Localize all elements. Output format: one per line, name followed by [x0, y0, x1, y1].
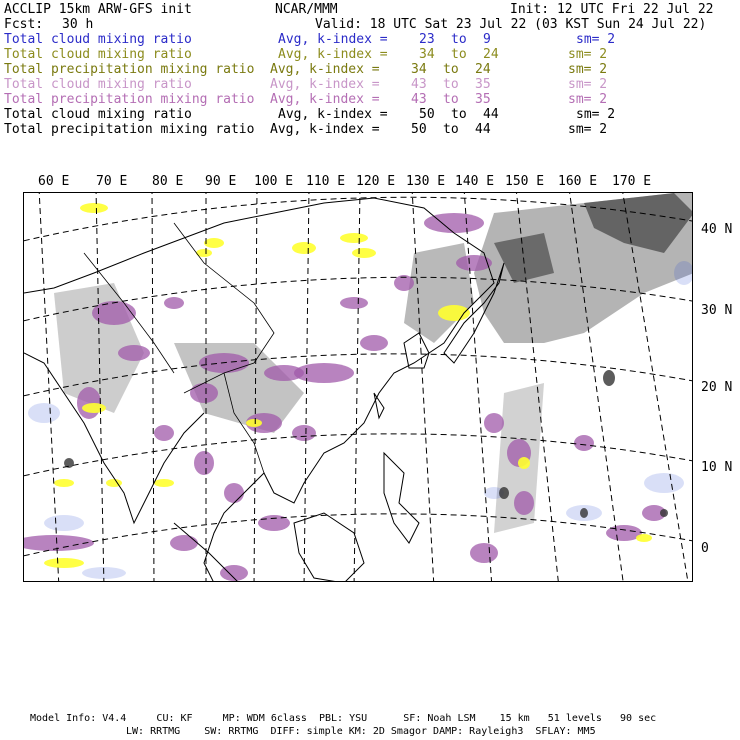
- legend-avg-label: Avg, k-index =: [278, 47, 388, 62]
- low-cloud-blob: [456, 255, 492, 271]
- legend-to-label: to: [443, 122, 459, 137]
- fcst-label: Fcst:: [4, 17, 44, 32]
- model-info-line2: LW: RRTMG SW: RRTMG DIFF: simple KM: 2D Smagor DAMP: Rayleigh3 SFLAY: MM5: [126, 726, 596, 737]
- low-cloud-blob: [224, 483, 244, 503]
- org-label: NCAR/MMM: [275, 2, 338, 17]
- legend-avg-label: Avg, k-index =: [278, 32, 388, 47]
- legend-field-label: Total precipitation mixing ratio: [4, 92, 255, 107]
- longitude-label: 130 E: [406, 174, 446, 189]
- longitude-label: 110 E: [306, 174, 346, 189]
- legend-sm-label: sm= 2: [576, 32, 616, 47]
- low-cloud-blob: [118, 345, 150, 361]
- latitude-label: 20 N: [701, 380, 733, 395]
- legend-k-to: 44: [483, 107, 499, 122]
- legend-sm-label: sm= 2: [568, 77, 608, 92]
- taiwan-coastline: [374, 393, 384, 418]
- mid-cloud-blob: [352, 248, 376, 258]
- legend-sm-label: sm= 2: [568, 47, 608, 62]
- low-cloud-blue-patch: [644, 473, 684, 493]
- legend-avg-label: Avg, k-index =: [278, 107, 388, 122]
- mid-cloud-blob: [340, 233, 368, 243]
- legend-k-to: 9: [483, 32, 491, 47]
- legend-avg-label: Avg, k-index =: [270, 77, 380, 92]
- low-cloud-blob: [484, 413, 504, 433]
- legend-k-from: 34: [411, 62, 427, 77]
- parallel-line: [24, 514, 693, 558]
- legend-sm-label: sm= 2: [568, 122, 608, 137]
- legend-avg-label: Avg, k-index =: [270, 92, 380, 107]
- low-cloud-blob: [77, 387, 101, 419]
- map-canvas: [24, 193, 693, 582]
- convective-core: [580, 508, 588, 518]
- legend-k-from: 34: [419, 47, 435, 62]
- low-cloud-blob: [574, 435, 594, 451]
- longitude-label: 90 E: [205, 174, 237, 189]
- init-time: Init: 12 UTC Fri 22 Jul 22: [510, 2, 714, 17]
- legend-k-from: 43: [411, 77, 427, 92]
- meridian-line: [152, 193, 154, 582]
- longitude-label: 150 E: [505, 174, 545, 189]
- legend-k-from: 43: [411, 92, 427, 107]
- model-title: ACCLIP 15km ARW-GFS init: [4, 2, 192, 17]
- mid-cloud-blob: [54, 479, 74, 487]
- legend-k-to: 24: [483, 47, 499, 62]
- low-cloud-blob: [470, 543, 498, 563]
- mid-cloud-blob: [246, 419, 262, 427]
- legend-sm-label: sm= 2: [568, 62, 608, 77]
- mid-cloud-blob: [518, 457, 530, 469]
- legend-k-to: 35: [475, 92, 491, 107]
- legend-field-label: Total precipitation mixing ratio: [4, 122, 255, 137]
- legend-field-label: Total cloud mixing ratio: [4, 77, 192, 92]
- legend-avg-label: Avg, k-index =: [270, 122, 380, 137]
- longitude-label: 60 E: [38, 174, 70, 189]
- low-cloud-blob: [292, 425, 316, 441]
- low-cloud-blob: [340, 297, 368, 309]
- legend-k-to: 35: [475, 77, 491, 92]
- low-cloud-blue-patch: [44, 515, 84, 531]
- mid-cloud-blob: [82, 403, 106, 413]
- low-cloud-blob: [360, 335, 388, 351]
- legend-k-to: 44: [475, 122, 491, 137]
- legend-to-label: to: [443, 77, 459, 92]
- legend-k-from: 50: [411, 122, 427, 137]
- latitude-label: 30 N: [701, 303, 733, 318]
- latitude-label: 40 N: [701, 222, 733, 237]
- valid-time: Valid: 18 UTC Sat 23 Jul 22 (03 KST Sun 24 Jul 22): [315, 17, 707, 32]
- legend-field-label: Total cloud mixing ratio: [4, 32, 192, 47]
- low-cloud-blob: [514, 491, 534, 515]
- legend-to-label: to: [443, 62, 459, 77]
- legend-field-label: Total precipitation mixing ratio: [4, 62, 255, 77]
- legend-sm-label: sm= 2: [576, 107, 616, 122]
- longitude-label: 80 E: [152, 174, 184, 189]
- mid-cloud-blob: [204, 238, 224, 248]
- legend-field-label: Total cloud mixing ratio: [4, 107, 192, 122]
- legend-field-label: Total cloud mixing ratio: [4, 47, 192, 62]
- low-cloud-blob: [194, 451, 214, 475]
- low-cloud-blob: [154, 425, 174, 441]
- fcst-value: 30 h: [62, 17, 94, 32]
- legend-k-from: 23: [419, 32, 435, 47]
- mid-cloud-blob: [438, 305, 470, 321]
- mid-cloud-blob: [154, 479, 174, 487]
- legend-k-to: 24: [475, 62, 491, 77]
- latitude-label: 0: [701, 541, 709, 556]
- map-panel: [23, 192, 693, 582]
- mid-cloud-blob: [292, 242, 316, 254]
- longitude-label: 100 E: [254, 174, 294, 189]
- philippines-coastline: [384, 453, 419, 543]
- longitude-label: 70 E: [96, 174, 128, 189]
- longitude-label: 140 E: [455, 174, 495, 189]
- longitude-label: 120 E: [356, 174, 396, 189]
- low-cloud-blob: [294, 363, 354, 383]
- legend-to-label: to: [443, 92, 459, 107]
- low-cloud-blob: [164, 297, 184, 309]
- mid-cloud-blob: [80, 203, 108, 213]
- korea-coastline: [404, 333, 429, 368]
- legend-to-label: to: [451, 107, 467, 122]
- low-cloud-blob: [190, 383, 218, 403]
- longitude-label: 170 E: [612, 174, 652, 189]
- latitude-label: 10 N: [701, 460, 733, 475]
- longitude-label: 160 E: [558, 174, 598, 189]
- convective-core: [660, 509, 668, 517]
- model-info-line1: Model Info: V4.4 CU: KF MP: WDM 6class PBL: YSU SF: Noah LSM 15 km 51 levels 90 sec: [30, 713, 657, 724]
- mid-cloud-blob: [44, 558, 84, 568]
- convective-core: [603, 370, 615, 386]
- convective-core: [499, 487, 509, 499]
- legend-avg-label: Avg, k-index =: [270, 62, 380, 77]
- mid-cloud-blob: [636, 534, 652, 542]
- legend-to-label: to: [451, 32, 467, 47]
- legend-k-from: 50: [419, 107, 435, 122]
- legend-to-label: to: [451, 47, 467, 62]
- low-cloud-blob: [170, 535, 198, 551]
- low-cloud-blue-patch: [28, 403, 60, 423]
- legend-sm-label: sm= 2: [568, 92, 608, 107]
